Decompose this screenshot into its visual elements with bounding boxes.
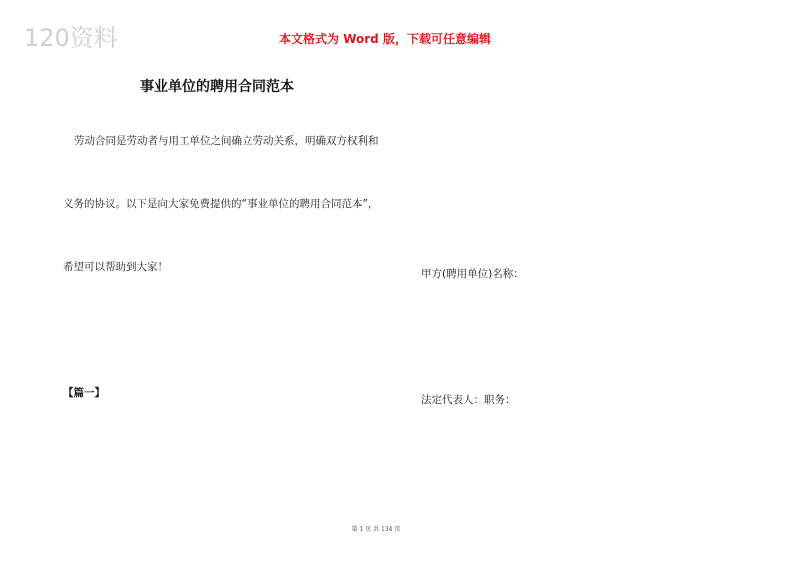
section-label: 【篇一】 <box>63 387 105 399</box>
legal-representative-field: 法定代表人：职务： <box>421 394 516 406</box>
document-title: 事业单位的聘用合同范本 <box>140 79 294 95</box>
party-a-name-field: 甲方(聘用单位)名称： <box>421 268 524 280</box>
page-footer: 第 1 页 共 134 页 <box>351 526 401 533</box>
watermark-logo: 120资料 <box>24 24 118 52</box>
intro-paragraph-line-2: 义务的协议。以下是向大家免费提供的“事业单位的聘用合同范本”， <box>63 198 379 210</box>
intro-paragraph-line-3: 希望可以帮助到大家！ <box>63 261 168 273</box>
editable-format-banner: 本文格式为 Word 版，下载可任意编辑 <box>279 32 491 46</box>
intro-paragraph-line-1: 劳动合同是劳动者与用工单位之间确立劳动关系，明确双方权利和 <box>74 135 379 147</box>
